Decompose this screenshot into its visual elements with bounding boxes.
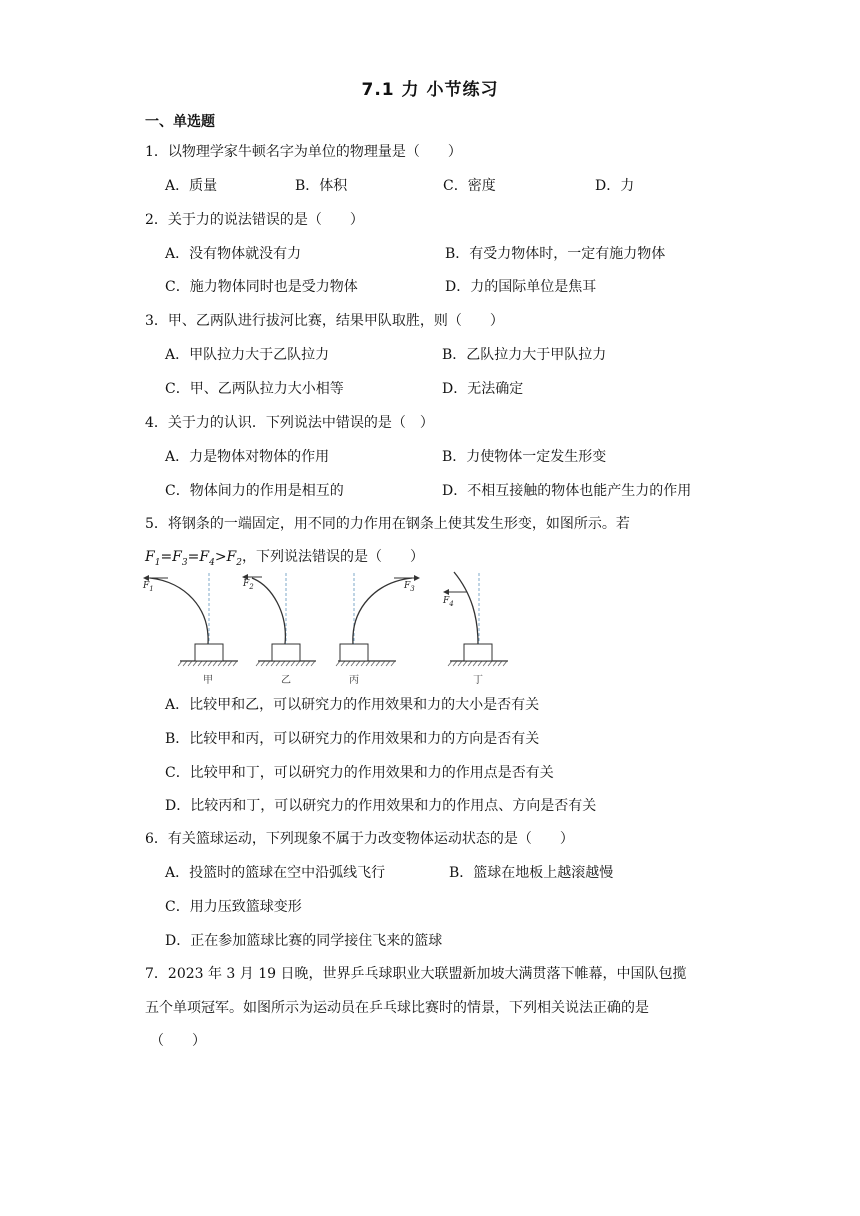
panel-label-jia: 甲 bbox=[203, 675, 213, 686]
question-2-stem: 2．关于力的说法错误的是（ ） bbox=[145, 212, 364, 228]
question-7-line1: 7．2023 年 3 月 19 日晚，世界乒乓球职业大联盟新加坡大满贯落下帷幕，中国队包揽 bbox=[145, 966, 687, 982]
question-1-option-a: A．质量 bbox=[165, 178, 218, 194]
question-6-option-c: C．用力压致篮球变形 bbox=[165, 899, 302, 915]
question-3-stem: 3．甲、乙两队进行拔河比赛，结果甲队取胜，则（ ） bbox=[145, 313, 504, 329]
page-title: 7.1 力 小节练习 bbox=[361, 80, 499, 100]
force-label-f2: $F_2$ bbox=[243, 579, 254, 591]
section-heading: 一、单选题 bbox=[145, 114, 215, 130]
question-3-option-a: A．甲队拉力大于乙队拉力 bbox=[165, 347, 330, 363]
question-5-option-d: D．比较丙和丁，可以研究力的作用效果和力的作用点、方向是否有关 bbox=[165, 798, 597, 814]
force-relation: $F_1=F_3=F_4>F_2$ bbox=[145, 549, 243, 568]
question-4-option-c: C．物体间力的作用是相互的 bbox=[165, 483, 344, 499]
question-2-option-c: C．施力物体同时也是受力物体 bbox=[165, 279, 358, 295]
question-6-option-d: D．正在参加篮球比赛的同学接住飞来的篮球 bbox=[165, 933, 443, 949]
question-6-option-b: B．篮球在地板上越滚越慢 bbox=[449, 865, 614, 881]
question-4-option-a: A．力是物体对物体的作用 bbox=[165, 449, 330, 465]
panel-jia bbox=[144, 573, 238, 666]
force-label-f4: $F_4$ bbox=[443, 596, 454, 608]
panel-label-ding: 丁 bbox=[473, 675, 483, 686]
question-1-stem: 1．以物理学家牛顿名字为单位的物理量是（ ） bbox=[145, 144, 462, 160]
force-label-f3: $F_3$ bbox=[404, 581, 415, 593]
question-4-stem: 4．关于力的认识．下列说法中错误的是（ ） bbox=[145, 415, 434, 431]
question-5-stem-suffix: ，下列说法错误的是（ ） bbox=[242, 549, 425, 565]
question-2-option-a: A．没有物体就没有力 bbox=[165, 246, 302, 262]
question-1-option-d: D．力 bbox=[595, 178, 635, 194]
question-6-option-a: A．投篮时的篮球在空中沿弧线飞行 bbox=[165, 865, 386, 881]
question-5-option-c: C．比较甲和丁，可以研究力的作用效果和力的作用点是否有关 bbox=[165, 765, 554, 781]
question-3-option-d: D．无法确定 bbox=[442, 381, 524, 397]
question-4-option-b: B．力使物体一定发生形变 bbox=[442, 449, 607, 465]
question-4-option-d: D．不相互接触的物体也能产生力的作用 bbox=[442, 483, 692, 499]
question-6-stem: 6．有关篮球运动，下列现象不属于力改变物体运动状态的是（ ） bbox=[145, 831, 574, 847]
question-5-stem-line1: 5．将钢条的一端固定，用不同的力作用在钢条上使其发生形变，如图所示。若 bbox=[145, 516, 630, 532]
panel-label-yi: 乙 bbox=[281, 675, 291, 686]
panel-label-bing: 丙 bbox=[349, 675, 359, 686]
question-5-stem-line2 bbox=[145, 546, 424, 568]
question-5-option-a: A．比较甲和乙，可以研究力的作用效果和力的大小是否有关 bbox=[165, 697, 540, 713]
steel-bar-figure bbox=[140, 568, 540, 686]
question-1-option-b: B．体积 bbox=[295, 178, 348, 194]
question-7-line2: 五个单项冠军。如图所示为运动员在乒乓球比赛时的情景，下列相关说法正确的是 bbox=[145, 1000, 649, 1016]
question-5-option-b: B．比较甲和丙，可以研究力的作用效果和力的方向是否有关 bbox=[165, 731, 540, 747]
panel-ding bbox=[444, 572, 508, 666]
question-1-option-c: C．密度 bbox=[443, 178, 496, 194]
question-2-option-b: B．有受力物体时，一定有施力物体 bbox=[445, 246, 666, 262]
question-3-option-c: C．甲、乙两队拉力大小相等 bbox=[165, 381, 344, 397]
question-3-option-b: B．乙队拉力大于甲队拉力 bbox=[442, 347, 607, 363]
question-7-line3: （ ） bbox=[150, 1033, 206, 1049]
force-label-f1: $F_1$ bbox=[143, 581, 154, 593]
question-2-option-d: D．力的国际单位是焦耳 bbox=[445, 279, 597, 295]
